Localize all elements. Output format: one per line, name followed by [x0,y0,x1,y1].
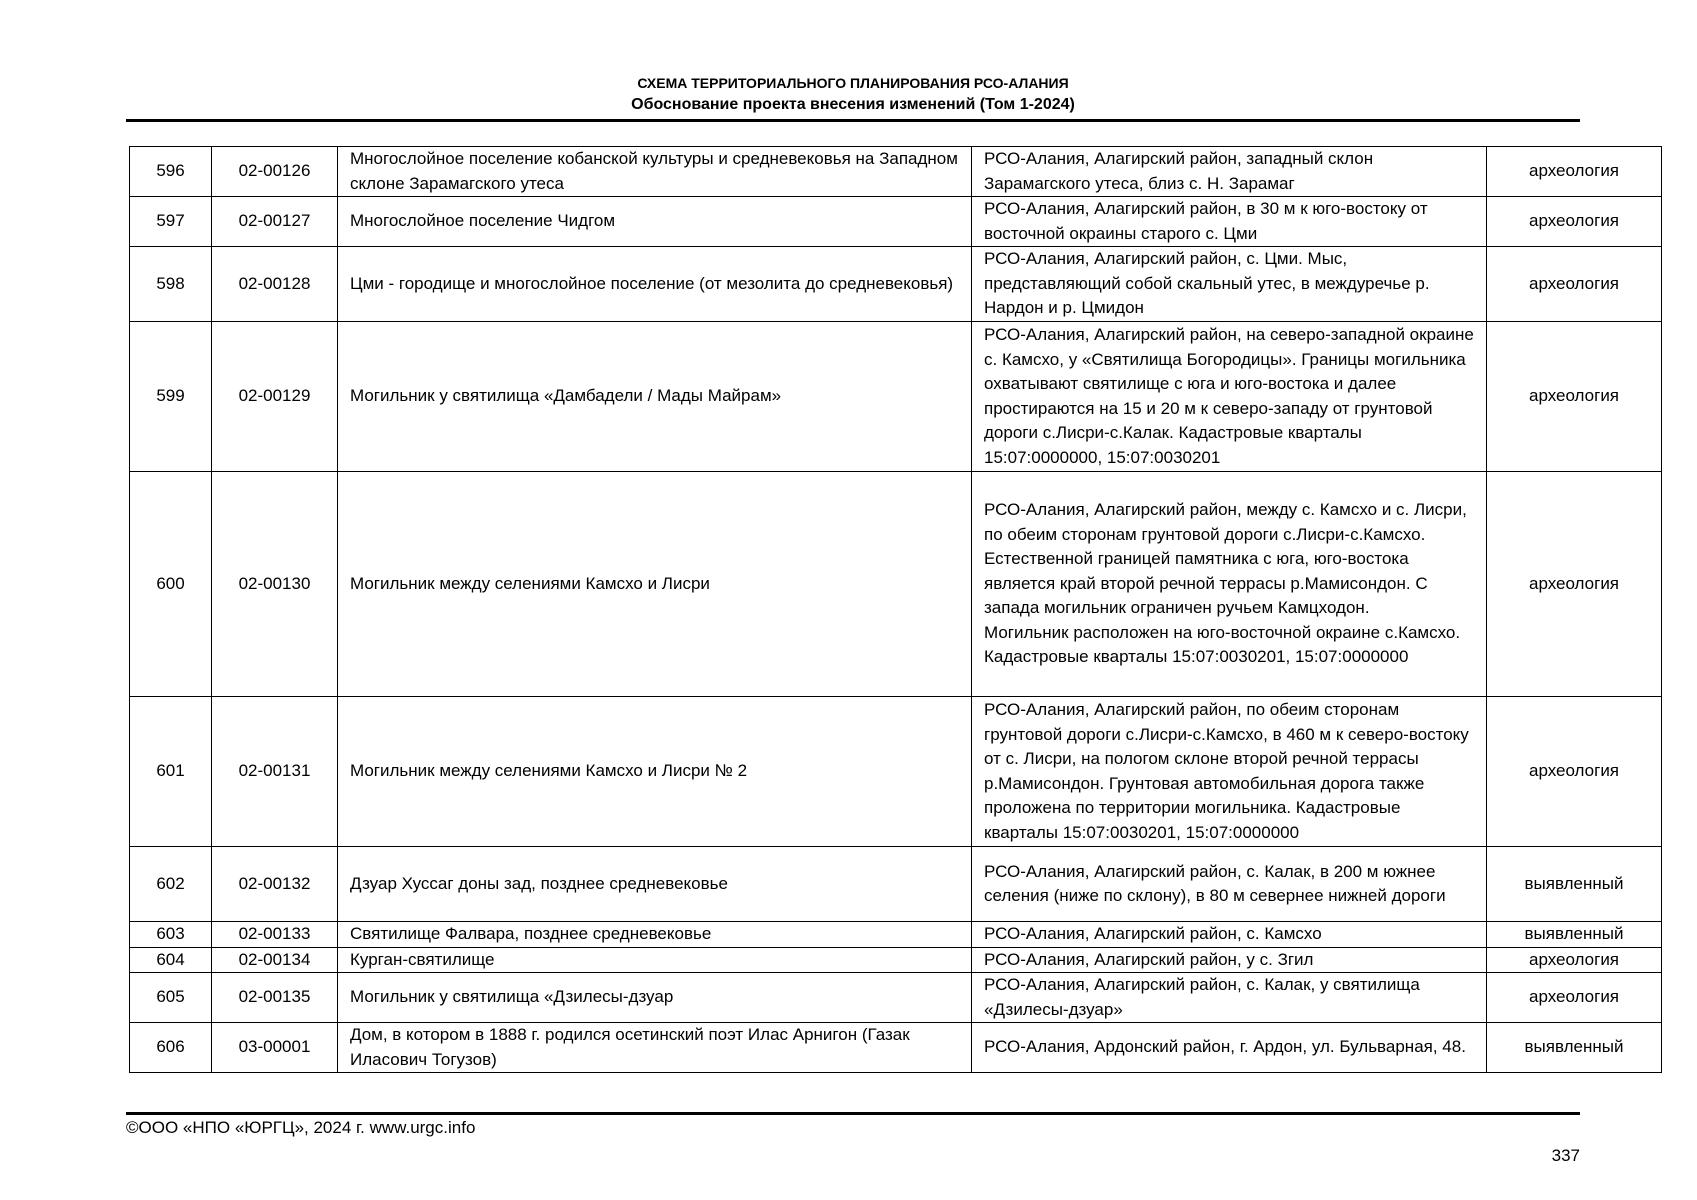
object-code-cell: 02-00130 [212,472,338,697]
object-name-cell: Могильник у святилища «Дзилесы-дзуар [338,973,972,1023]
table-row [130,197,1662,247]
category-cell: выявленный [1487,922,1662,948]
table-row [130,973,1662,1023]
document-header [126,72,1580,116]
table-row [130,247,1662,322]
table-row [130,472,1662,697]
category-cell: выявленный [1487,1023,1662,1073]
category-cell: археология [1487,973,1662,1023]
table-row [130,847,1662,922]
object-code-cell: 03-00001 [212,1023,338,1073]
object-code-cell: 02-00129 [212,322,338,472]
location-cell: РСО-Алания, Алагирский район, на северо-западной окраине с. Камсхо, у «Святилища Богородицы». Границы могильника охватывают святилище с юга и юго-востока и далее простираются на 15 и 20 м к северо-западу от грунтовой дороги с.Лисри-с.Калак. Кадастровые кварталы 15:07:0000000, 15:07:0030201 [972,322,1487,472]
object-name-cell: Курган-святилище [338,947,972,973]
category-cell: археология [1487,697,1662,847]
row-number-cell: 605 [130,973,212,1023]
object-name-cell: Цми - городище и многослойное поселение (от мезолита до средневековья) [338,247,972,322]
row-number-cell: 600 [130,472,212,697]
row-number-cell: 598 [130,247,212,322]
category-cell: археология [1487,197,1662,247]
location-cell: РСО-Алания, Алагирский район, между с. Камсхо и с. Лисри, по обеим сторонам грунтовой дороги с.Лисри-с.Камсхо. Естественной границей памятника с юга, юго-востока является край второй речной террасы р.Мамисондон. С запада могильник ограничен ручьем Камцходон. Могильник расположен на юго-восточной окраине с.Камсхо. Кадастровые кварталы 15:07:0030201, 15:07:0000000 [972,472,1487,697]
row-number-cell: 604 [130,947,212,973]
registry-rows [130,147,1662,1073]
row-number-cell: 602 [130,847,212,922]
object-code-cell: 02-00126 [212,147,338,197]
row-number-cell: 597 [130,197,212,247]
category-cell: археология [1487,147,1662,197]
row-number-cell: 601 [130,697,212,847]
location-cell: РСО-Алания, Алагирский район, с. Калак, в 200 м южнее селения (ниже по склону), в 80 м севернее нижней дороги [972,847,1487,922]
object-code-cell: 02-00134 [212,947,338,973]
object-name-cell: Могильник у святилища «Дамбадели / Мады Майрам» [338,322,972,472]
table-row [130,922,1662,948]
location-cell: РСО-Алания, Алагирский район, с. Цми. Мыс, представляющий собой скальный утес, в междуречье р. Нардон и р. Цмидон [972,247,1487,322]
page-number: 337 [1551,1146,1580,1165]
object-name-cell: Многослойное поселение кобанской культуры и средневековья на Западном склоне Зарамагского утеса [338,147,972,197]
object-code-cell: 02-00132 [212,847,338,922]
table-row [130,947,1662,973]
object-name-cell: Могильник между селениями Камсхо и Лисри [338,472,972,697]
header-rule [126,119,1580,122]
document-title: СХЕМА ТЕРРИТОРИАЛЬНОГО ПЛАНИРОВАНИЯ РСО-АЛАНИЯ [637,75,1069,91]
location-cell: РСО-Алания, Алагирский район, в 30 м к юго-востоку от восточной окраины старого с. Цми [972,197,1487,247]
object-name-cell: Дзуар Хуссаг доны зад, позднее средневековье [338,847,972,922]
location-cell: РСО-Алания, Ардонский район, г. Ардон, ул. Бульварная, 48. [972,1023,1487,1073]
location-cell: РСО-Алания, Алагирский район, с. Камсхо [972,922,1487,948]
document-subtitle: Обоснование проекта внесения изменений (Том 1-2024) [631,96,1075,113]
row-number-cell: 603 [130,922,212,948]
location-cell: РСО-Алания, Алагирский район, западный склон Зарамагского утеса, близ с. Н. Зарамаг [972,147,1487,197]
object-code-cell: 02-00127 [212,197,338,247]
category-cell: выявленный [1487,847,1662,922]
object-name-cell: Святилище Фалвара, позднее средневековье [338,922,972,948]
object-code-cell: 02-00135 [212,973,338,1023]
object-code-cell: 02-00133 [212,922,338,948]
object-name-cell: Могильник между селениями Камсхо и Лисри № 2 [338,697,972,847]
category-cell: археология [1487,322,1662,472]
heritage-registry-table [129,146,1662,1073]
row-number-cell: 606 [130,1023,212,1073]
table-row [130,697,1662,847]
footer-rule [126,1112,1580,1115]
table-row [130,147,1662,197]
category-cell: археология [1487,472,1662,697]
object-code-cell: 02-00128 [212,247,338,322]
category-cell: археология [1487,947,1662,973]
object-name-cell: Дом, в котором в 1888 г. родился осетинский поэт Илас Арнигон (Газак Иласович Тогузов) [338,1023,972,1073]
copyright-text: ©ООО «НПО «ЮРГЦ», 2024 г. www.urgc.info [126,1118,476,1137]
object-code-cell: 02-00131 [212,697,338,847]
row-number-cell: 599 [130,322,212,472]
location-cell: РСО-Алания, Алагирский район, с. Калак, у святилища «Дзилесы-дзуар» [972,973,1487,1023]
object-name-cell: Многослойное поселение Чидгом [338,197,972,247]
location-cell: РСО-Алания, Алагирский район, по обеим сторонам грунтовой дороги с.Лисри-с.Камсхо, в 460 м к северо-востоку от с. Лисри, на пологом склоне второй речной террасы р.Мамисондон. Грунтовая автомобильная дорога также проложена по территории могильника. Кадастровые кварталы 15:07:0030201, 15:07:0000000 [972,697,1487,847]
table-row [130,1023,1662,1073]
location-cell: РСО-Алания, Алагирский район, у с. Згил [972,947,1487,973]
category-cell: археология [1487,247,1662,322]
row-number-cell: 596 [130,147,212,197]
table-row [130,322,1662,472]
